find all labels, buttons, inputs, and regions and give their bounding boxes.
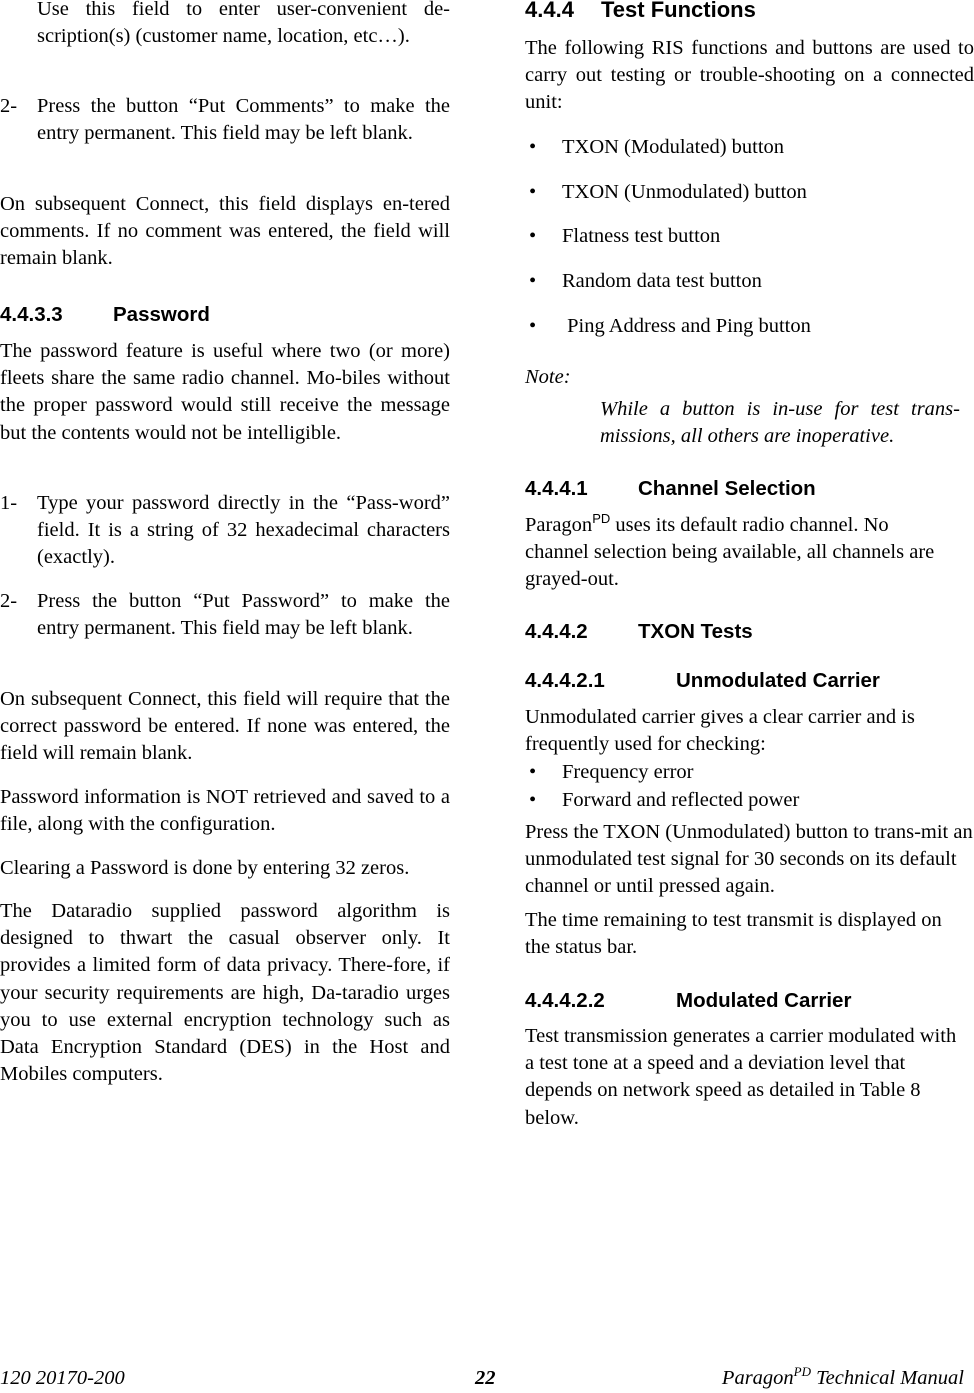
brand-name: Paragon	[721, 1367, 794, 1389]
step-number: 2-	[0, 590, 18, 612]
list-item-text: Forward and reflected power	[562, 789, 800, 811]
page-footer	[0, 1364, 974, 1393]
manual-title	[721, 1364, 964, 1390]
list-item	[525, 759, 974, 786]
list-item	[525, 179, 974, 206]
channel-selection-heading	[525, 476, 974, 502]
list-item-text: Flatness test button	[562, 225, 721, 247]
document-number: 120 20170-200	[0, 1367, 125, 1389]
heading-title: Test Functions	[601, 0, 756, 22]
heading-number: 4.4.4	[525, 0, 574, 22]
heading-title: Channel Selection	[638, 477, 816, 500]
heading-title: Modulated Carrier	[676, 989, 852, 1012]
test-functions-heading	[525, 0, 974, 23]
heading-number: 4.4.4.1	[525, 477, 588, 500]
step-text: Type your password directly in the “Pass-word” field. It is a string of 32 hexadecimal characters (exactly).	[37, 492, 450, 569]
list-item	[525, 268, 974, 295]
list-item-text: TXON (Modulated) button	[562, 136, 785, 158]
password-step-1	[0, 490, 450, 572]
comment-connect-paragraph: On subsequent Connect, this field displays en-tered comments. If no comment was entered, the field will remain blank.	[0, 193, 450, 270]
channel-selection-text	[525, 512, 955, 594]
list-item	[525, 134, 974, 161]
step-number: 2-	[0, 95, 18, 117]
txon-tests-heading	[525, 619, 974, 645]
manual-name: Technical Manual	[811, 1367, 964, 1389]
heading-number: 4.4.4.2.1	[525, 669, 605, 692]
list-item-text: TXON (Unmodulated) button	[562, 181, 807, 203]
bullet-icon: •	[529, 761, 537, 783]
heading-title: TXON Tests	[638, 620, 753, 643]
brand-superscript: PD	[592, 511, 611, 527]
password-intro: The password feature is useful where two (or more) fleets share the same radio channel. Mo-biles without the proper password would still receive the message but the contents would not be intelligible.	[0, 340, 450, 444]
unmodulated-intro: Unmodulated carrier gives a clear carrier and is frequently used for checking:	[525, 706, 915, 756]
step-text: Press the button “Put Password” to make the entry permanent. This field may be left blank.	[37, 590, 450, 640]
brand-name: Paragon	[525, 514, 593, 536]
brand-superscript: PD	[793, 1364, 812, 1380]
password-heading	[0, 302, 450, 328]
bullet-icon: •	[529, 315, 537, 337]
test-intro: The following RIS functions and buttons are used to carry out testing or trouble-shooting on a connected unit:	[525, 37, 974, 114]
bullet-icon: •	[529, 181, 537, 203]
bullet-icon: •	[529, 136, 537, 158]
comment-step-2	[0, 93, 450, 147]
note-label: Note:	[525, 366, 571, 388]
password-algorithm: The Dataradio supplied password algorithm is designed to thwart the casual observer only. It provides a limited form of data privacy. There-fore, if your security requirements are high, Da-taradio urges you to use external encryption technology such as Data Encryption Standard (DES) in the Host and Mobiles computers.	[0, 900, 450, 1086]
heading-title: Unmodulated Carrier	[676, 669, 880, 692]
unmodulated-heading	[525, 668, 974, 694]
list-item-text: Random data test button	[562, 270, 762, 292]
channel-selection-body: uses its default radio channel. No channel selection being available, all channels are grayed-out.	[525, 514, 935, 591]
password-not-saved: Password information is NOT retrieved and saved to a file, along with the configuration.	[0, 786, 450, 836]
step-number: 1-	[0, 492, 18, 514]
password-clearing: Clearing a Password is done by entering 32 zeros.	[0, 857, 410, 879]
page-number: 22	[475, 1367, 496, 1389]
bullet-icon: •	[529, 225, 537, 247]
step-text: Press the button “Put Comments” to make the entry permanent. This field may be left blank.	[37, 95, 450, 145]
bullet-icon: •	[529, 789, 537, 811]
list-item-text: Frequency error	[562, 761, 694, 783]
list-item	[525, 787, 974, 814]
password-connect-paragraph: On subsequent Connect, this field will require that the correct password be entered. If none was entered, the field will remain blank.	[0, 688, 450, 765]
heading-number: 4.4.3.3	[0, 303, 63, 326]
heading-number: 4.4.4.2	[525, 620, 588, 643]
unmodulated-status: The time remaining to test transmit is displayed on the status bar.	[525, 909, 942, 959]
password-step-2	[0, 588, 450, 642]
unmodulated-press: Press the TXON (Unmodulated) button to trans-mit an unmodulated test signal for 30 seconds on its default channel or until pressed again.	[525, 821, 973, 898]
heading-title: Password	[113, 303, 210, 326]
note-text: While a button is in-use for test trans-missions, all others are inoperative.	[600, 398, 960, 448]
heading-number: 4.4.4.2.2	[525, 989, 605, 1012]
bullet-icon: •	[529, 270, 537, 292]
modulated-text: Test transmission generates a carrier modulated with a test tone at a speed and a deviation level that depends on network speed as detailed in Table 8 below.	[525, 1025, 957, 1129]
list-item	[525, 313, 974, 340]
list-item	[525, 223, 974, 250]
modulated-heading	[525, 988, 974, 1014]
comment-description: Use this field to enter user-convenient de-scription(s) (customer name, location, etc…).	[37, 0, 450, 48]
list-item-text: Ping Address and Ping button	[562, 315, 811, 337]
